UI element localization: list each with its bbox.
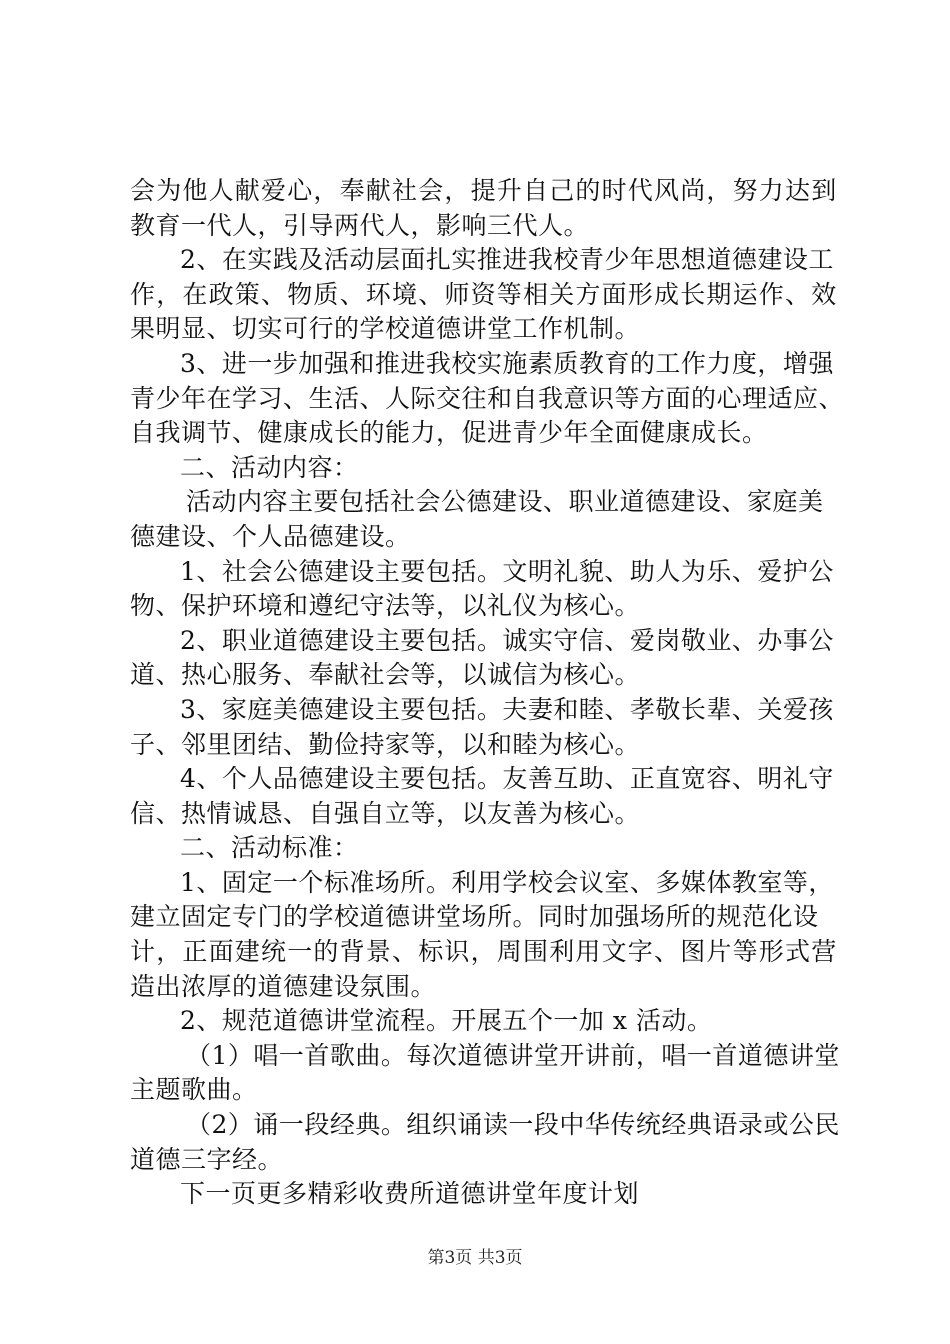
paragraph-line: 教育一代人，引导两代人，影响三代人。 [130, 210, 590, 240]
paragraph-line: 自我调节、健康成长的能力，促进青少年全面健康成长。 [130, 418, 768, 448]
paragraph-line: 4、个人品德建设主要包括。友善互助、正直宽容、明礼守 [180, 764, 834, 794]
paragraph-line: 活动内容主要包括社会公德建设、职业道德建设、家庭美 [186, 487, 824, 517]
paragraph-line: 计，正面建统一的背景、标识，周围利用文字、图片等形式营 [130, 937, 838, 967]
paragraph-line: （2）诵一段经典。组织诵读一段中华传统经典语录或公民 [186, 1110, 840, 1140]
section-heading: 二、活动内容： [180, 452, 359, 482]
paragraph-line: 1、社会公德建设主要包括。文明礼貌、助人为乐、爱护公 [180, 556, 834, 586]
paragraph-line: 3、家庭美德建设主要包括。夫妻和睦、孝敬长辈、关爱孩 [180, 694, 834, 724]
paragraph-line: 2、在实践及活动层面扎实推进我校青少年思想道德建设工 [180, 245, 834, 275]
paragraph-line: 德建设、个人品德建设。 [130, 521, 411, 551]
page-indicator: 第3页 共3页 [427, 1248, 523, 1268]
paragraph-line: 青少年在学习、生活、人际交往和自我意识等方面的心理适应、 [130, 383, 845, 413]
paragraph-line: 3、进一步加强和推进我校实施素质教育的工作力度，增强 [180, 348, 834, 378]
paragraph-line: 2、规范道德讲堂流程。开展五个一加 x 活动。 [180, 1006, 713, 1036]
section-heading: 二、活动标准： [180, 833, 359, 863]
paragraph-line: 信、热情诚恳、自强自立等，以友善为核心。 [130, 798, 641, 828]
paragraph-line: 造出浓厚的道德建设氛围。 [130, 971, 437, 1001]
paragraph-line: 1、固定一个标准场所。利用学校会议室、多媒体教室等， [180, 867, 834, 897]
paragraph-line: 子、邻里团结、勤俭持家等，以和睦为核心。 [130, 729, 641, 759]
document-body [130, 174, 845, 1212]
paragraph-line: 道、热心服务、奉献社会等，以诚信为核心。 [130, 660, 641, 690]
next-page-link[interactable]: 下一页更多精彩收费所道德讲堂年度计划 [180, 1179, 640, 1209]
paragraph-line: 会为他人献爱心，奉献社会，提升自己的时代风尚，努力达到 [130, 176, 838, 205]
paragraph-line: 作，在政策、物质、环境、师资等相关方面形成长期运作、效 [130, 279, 838, 309]
paragraph-line: 果明显、切实可行的学校道德讲堂工作机制。 [130, 314, 641, 344]
paragraph-line: 物、保护环境和遵纪守法等，以礼仪为核心。 [130, 591, 641, 621]
paragraph-line: 建立固定专门的学校道德讲堂场所。同时加强场所的规范化设 [130, 902, 819, 932]
paragraph-line: （1）唱一首歌曲。每次道德讲堂开讲前，唱一首道德讲堂 [186, 1040, 840, 1070]
paragraph-line: 2、职业道德建设主要包括。诚实守信、爱岗敬业、办事公 [180, 625, 834, 655]
paragraph-line: 道德三字经。 [130, 1144, 284, 1174]
paragraph-line: 主题歌曲。 [130, 1075, 258, 1105]
